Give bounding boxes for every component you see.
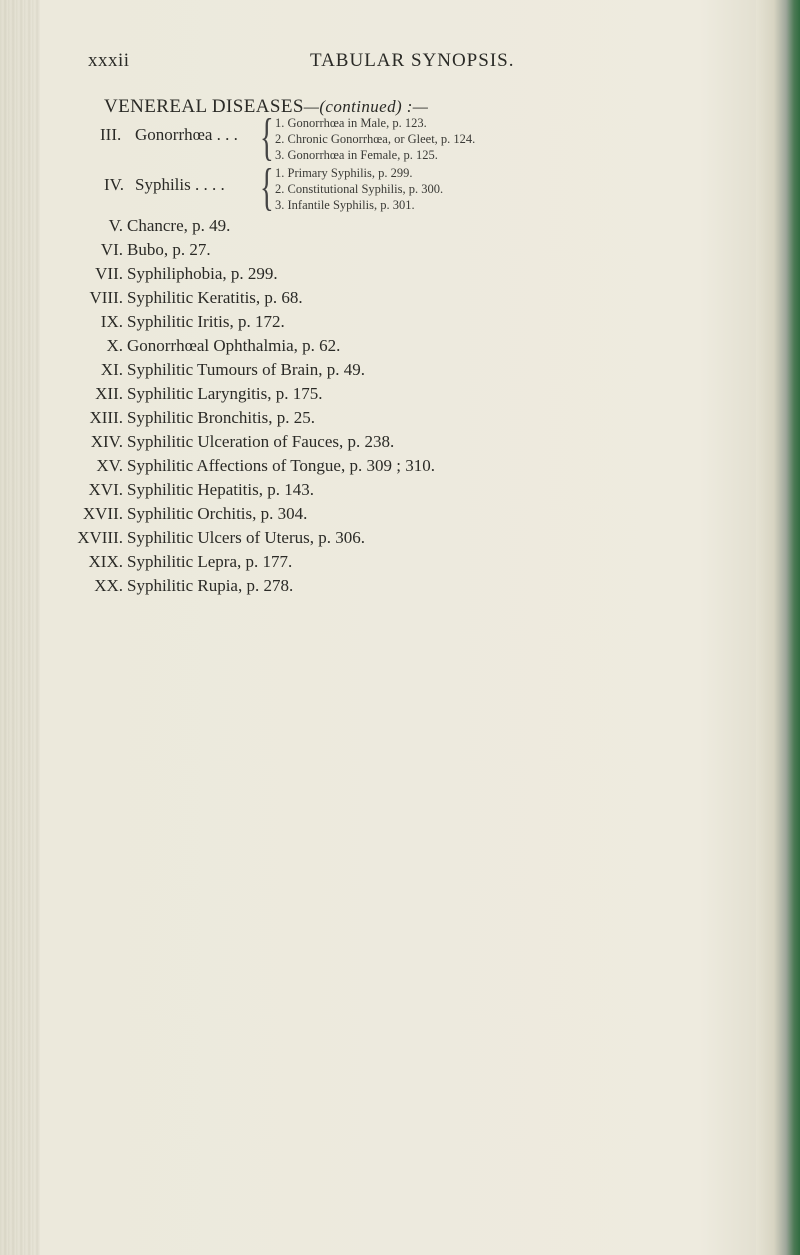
entry-number: XV.	[96, 456, 123, 475]
entry-number: XX.	[94, 576, 123, 595]
page-right-edge	[756, 0, 800, 1255]
list-item	[89, 288, 303, 308]
entry-number: XIX.	[88, 552, 123, 571]
section-continued: —(continued) :—	[303, 97, 429, 116]
list-item	[100, 312, 285, 332]
list-item	[94, 576, 294, 596]
group-label: Gonorrhœa . . .	[135, 125, 238, 144]
sub-item: 2. Chronic Gonorrhœa, or Gleet, p. 124.	[275, 132, 476, 146]
list-item	[88, 552, 293, 572]
list-item	[108, 216, 231, 236]
entry-text: Syphilitic Rupia, p. 278.	[127, 576, 294, 595]
page-header	[88, 50, 673, 80]
entry-text: Syphilitic Lepra, p. 177.	[127, 552, 293, 571]
list-item	[95, 264, 278, 284]
list-item	[90, 432, 395, 452]
entry-text: Chancre, p. 49.	[127, 216, 231, 235]
entry-number: VI.	[100, 240, 123, 259]
page-number: xxxii	[88, 50, 130, 71]
entry-number: XIII.	[89, 408, 123, 427]
entry-number: XI.	[100, 360, 123, 379]
entry-text: Syphilitic Ulcers of Uterus, p. 306.	[127, 528, 365, 547]
sub-item: 2. Constitutional Syphilis, p. 300.	[275, 182, 444, 196]
entry-number: IX.	[100, 312, 123, 331]
sub-item: 1. Primary Syphilis, p. 299.	[275, 166, 413, 180]
entry-text: Syphilitic Tumours of Brain, p. 49.	[127, 360, 366, 379]
list-item	[106, 336, 341, 356]
group-label: Syphilis . . . .	[135, 175, 225, 194]
list-item	[88, 480, 314, 500]
entry-text: Gonorrhœal Ophthalmia, p. 62.	[127, 336, 341, 355]
brace-icon: {	[260, 159, 274, 216]
brace-icon: {	[260, 109, 274, 166]
entry-number: X.	[106, 336, 123, 355]
running-head: TABULAR SYNOPSIS.	[310, 50, 515, 71]
entry-number: VIII.	[89, 288, 123, 307]
group-number: III.	[100, 125, 122, 144]
list-item	[100, 240, 211, 260]
entry-number: XVIII.	[77, 528, 123, 547]
entry-number: XII.	[95, 384, 123, 403]
entry-text: Syphilitic Ulceration of Fauces, p. 238.	[127, 432, 395, 451]
entry-text: Syphilitic Bronchitis, p. 25.	[127, 408, 315, 427]
entry-text: Syphilitic Orchitis, p. 304.	[127, 504, 308, 523]
list-item	[89, 408, 315, 428]
list-item	[95, 384, 323, 404]
list-item	[96, 456, 435, 476]
entry-number: V.	[108, 216, 123, 235]
group-number: IV.	[104, 175, 124, 194]
entry-text: Syphilitic Laryngitis, p. 175.	[127, 384, 323, 403]
entry-number: VII.	[95, 264, 123, 283]
entry-text: Syphilitic Affections of Tongue, p. 309 ; 310.	[127, 456, 435, 475]
entry-text: Syphiliphobia, p. 299.	[127, 264, 278, 283]
sub-item: 1. Gonorrhœa in Male, p. 123.	[275, 116, 427, 130]
entry-text: Bubo, p. 27.	[127, 240, 211, 259]
entry-text: Syphilitic Keratitis, p. 68.	[127, 288, 303, 307]
entry-text: Syphilitic Iritis, p. 172.	[127, 312, 285, 331]
entry-number: XVII.	[82, 504, 123, 523]
entry-number: XIV.	[90, 432, 123, 451]
sub-item: 3. Gonorrhœa in Female, p. 125.	[275, 148, 438, 162]
entry-text: Syphilitic Hepatitis, p. 143.	[127, 480, 314, 499]
list-item	[100, 360, 366, 380]
page-left-edge	[0, 0, 40, 1255]
sub-item: 3. Infantile Syphilis, p. 301.	[275, 198, 415, 212]
section-title-text: VENEREAL DISEASES	[104, 96, 304, 117]
list-item	[77, 528, 365, 548]
entry-number: XVI.	[88, 480, 123, 499]
list-item	[82, 504, 308, 524]
